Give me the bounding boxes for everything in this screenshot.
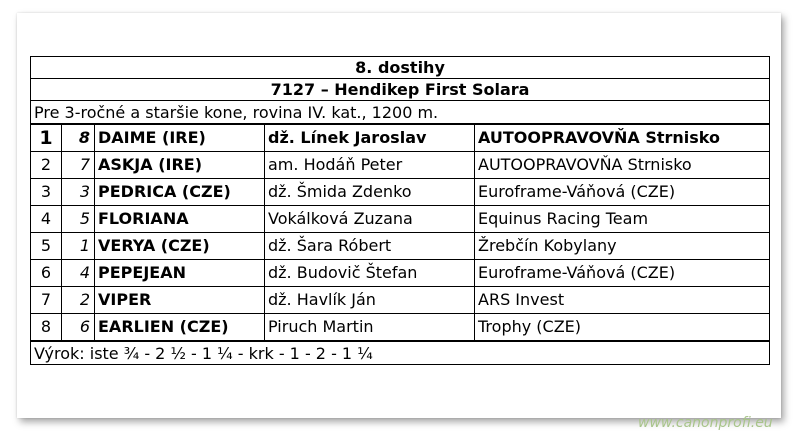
horse-cell: DAIME (IRE): [95, 124, 265, 152]
number-cell: 8: [62, 124, 95, 152]
horse-cell: FLORIANA: [95, 206, 265, 233]
place-cell: 5: [31, 233, 62, 260]
place-cell: 1: [31, 124, 62, 152]
owner-cell: AUTOOPRAVOVŇA Strnisko: [475, 124, 770, 152]
horse-cell: EARLIEN (CZE): [95, 314, 265, 342]
place-cell: 2: [31, 152, 62, 179]
horse-cell: PEDRICA (CZE): [95, 179, 265, 206]
race-name-row: [31, 79, 770, 101]
number-cell: 4: [62, 260, 95, 287]
owner-cell: Equinus Racing Team: [475, 206, 770, 233]
margins-row: [31, 341, 770, 365]
place-cell: 8: [31, 314, 62, 342]
number-cell: 1: [62, 233, 95, 260]
number-cell: 7: [62, 152, 95, 179]
jockey-cell: dž. Línek Jaroslav: [265, 124, 475, 152]
winning-margins: Výrok: iste ¾ - 2 ½ - 1 ¼ - krk - 1 - 2 - 1 ¼: [31, 341, 770, 365]
owner-cell: Euroframe-Váňová (CZE): [475, 179, 770, 206]
jockey-cell: dž. Budovič Štefan: [265, 260, 475, 287]
result-card: [17, 13, 781, 418]
horse-cell: PEPEJEAN: [95, 260, 265, 287]
watermark-text: www.canonprofi.eu: [638, 415, 773, 431]
race-conditions-row: [31, 101, 770, 125]
results-sheet: [30, 56, 769, 365]
number-cell: 6: [62, 314, 95, 342]
place-cell: 3: [31, 179, 62, 206]
table-row: [31, 314, 770, 342]
table-row: [31, 206, 770, 233]
place-cell: 7: [31, 287, 62, 314]
race-title-row: [31, 57, 770, 79]
number-cell: 2: [62, 287, 95, 314]
table-row: [31, 152, 770, 179]
results-table: [30, 56, 770, 365]
race-conditions: Pre 3-ročné a staršie kone, rovina IV. kat., 1200 m.: [31, 101, 770, 125]
horse-cell: VIPER: [95, 287, 265, 314]
owner-cell: ARS Invest: [475, 287, 770, 314]
horse-cell: VERYA (CZE): [95, 233, 265, 260]
owner-cell: Žrebčín Kobylany: [475, 233, 770, 260]
table-row: [31, 287, 770, 314]
jockey-cell: Vokálková Zuzana: [265, 206, 475, 233]
jockey-cell: dž. Šmida Zdenko: [265, 179, 475, 206]
owner-cell: Trophy (CZE): [475, 314, 770, 342]
place-cell: 4: [31, 206, 62, 233]
race-title: 8. dostihy: [31, 57, 770, 79]
owner-cell: AUTOOPRAVOVŇA Strnisko: [475, 152, 770, 179]
jockey-cell: Piruch Martin: [265, 314, 475, 342]
jockey-cell: am. Hodáň Peter: [265, 152, 475, 179]
race-name: 7127 – Hendikep First Solara: [31, 79, 770, 101]
table-row: [31, 124, 770, 152]
jockey-cell: dž. Šara Róbert: [265, 233, 475, 260]
owner-cell: Euroframe-Váňová (CZE): [475, 260, 770, 287]
number-cell: 5: [62, 206, 95, 233]
jockey-cell: dž. Havlík Ján: [265, 287, 475, 314]
number-cell: 3: [62, 179, 95, 206]
table-row: [31, 233, 770, 260]
table-row: [31, 260, 770, 287]
table-row: [31, 179, 770, 206]
place-cell: 6: [31, 260, 62, 287]
horse-cell: ASKJA (IRE): [95, 152, 265, 179]
